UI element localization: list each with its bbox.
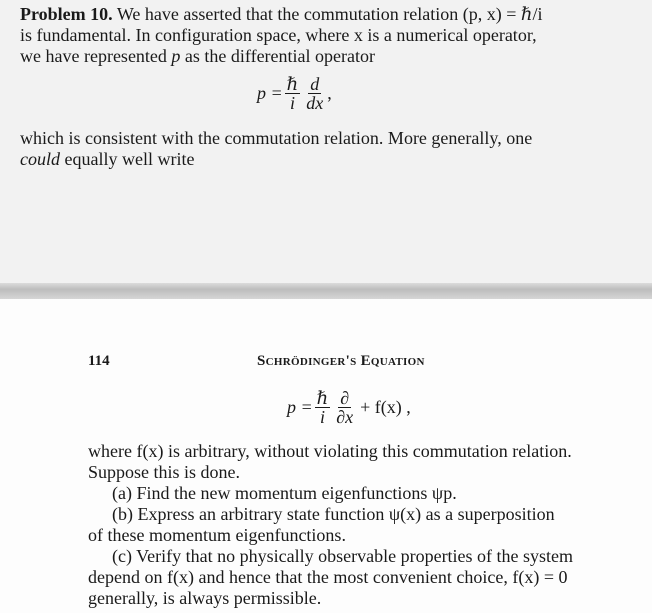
eq-tail: + f(x) , [360,397,411,417]
page-divider [0,283,652,299]
fraction-numerator: ∂ [340,388,350,408]
text-segment: we have represented [20,46,172,66]
fraction-numerator: ℏ [286,74,299,94]
fraction-numerator: d [310,74,320,94]
problem-paragraph-line-3 [20,46,375,67]
eq-lhs: p = [287,397,313,417]
problem-paragraph-line-1 [20,4,543,25]
fraction-hbar-over-i [285,75,301,112]
item-c-line-2: depend on f(x) and hence that the most convenient choice, f(x) = 0 [88,567,568,587]
eq-trailing-comma: , [327,83,332,103]
item-a: (a) Find the new momentum eigenfunctions ψp. [112,483,457,503]
body-line-2: Suppose this is done. [88,462,241,482]
running-header: Schrödinger's Equation [257,353,425,369]
problem-label: Problem 10. [20,4,113,24]
item-b-line-1: (b) Express an arbitrary state function ψ(x) as a superposition [112,504,555,524]
page-number: 114 [88,353,110,369]
item-c-line-1: (c) Verify that no physically observable properties of the system [112,546,574,566]
text-segment: as the differential operator [180,46,376,66]
text-segment-italic: p [171,46,181,66]
equation-generalized-operator [287,389,411,426]
fraction-partial [334,389,355,426]
body-line-1: where f(x) is arbitrary, without violating this commutation relation. [88,441,572,461]
equation-differential-operator [257,75,332,112]
fraction-denominator: i [319,407,325,427]
item-b-line-2: of these momentum eigenfunctions. [88,525,346,545]
problem-text-1: We have asserted that the commutation relation (p, x) = ℏ/i [116,4,543,24]
fraction-denominator: ∂x [336,407,354,427]
fraction-d-over-dx [304,75,325,112]
problem-paragraph-line-2: is fundamental. In configuration space, where x is a numerical operator, [20,25,537,45]
text-segment: equally well write [60,149,195,169]
fraction-denominator: dx [306,93,324,113]
fraction-denominator: i [289,93,295,113]
paragraph-2-line-1: which is consistent with the commutation relation. More generally, one [20,128,533,148]
eq-lhs: p = [257,83,283,103]
text-segment-italic: could [20,149,60,169]
item-c-line-3: generally, is always permissible. [88,588,322,608]
fraction-hbar-over-i [315,389,331,426]
paragraph-2-line-2 [20,149,194,170]
fraction-numerator: ℏ [316,388,329,408]
